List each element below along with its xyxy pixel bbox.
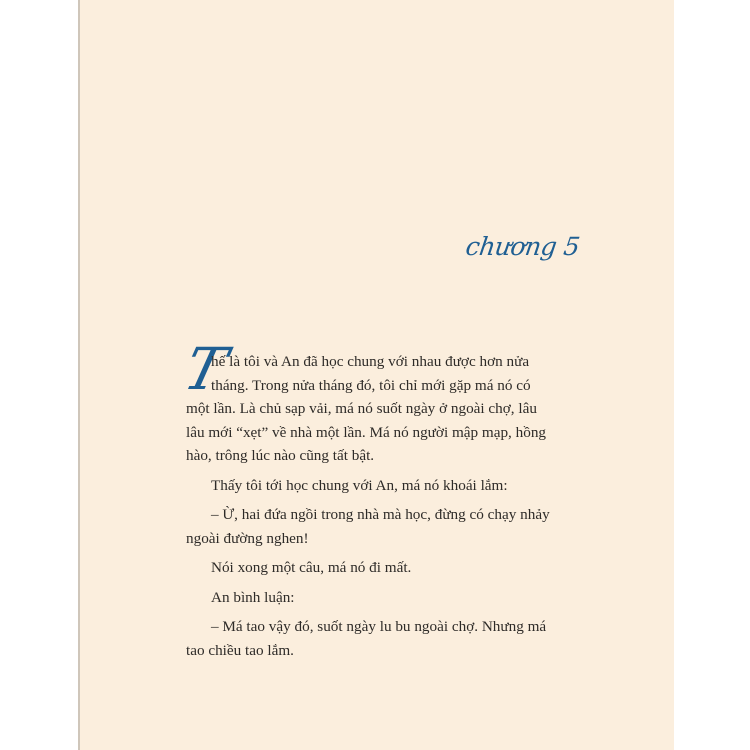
chapter-body xyxy=(186,350,584,668)
paragraph-5: An bình luận: xyxy=(211,588,295,606)
text-line: tao chiều tao lắm. xyxy=(186,641,294,659)
paragraph-3 xyxy=(186,503,584,550)
paragraph-4: Nói xong một câu, má nó đi mất. xyxy=(211,559,412,576)
text-line: hế là tôi và An đã học chung với nhau được hơn nửa xyxy=(211,353,530,370)
text-line: tháng. Trong nửa tháng đó, tôi chỉ mới gặp má nó có xyxy=(211,376,531,394)
text-line: lâu mới “xẹt” về nhà một lần. Má nó người mập mạp, hồng xyxy=(186,423,547,441)
chapter-heading: chương 5 xyxy=(463,232,582,261)
paragraph-2: Thấy tôi tới học chung với An, má nó khoái lắm: xyxy=(211,476,508,494)
drop-cap: T xyxy=(177,335,234,403)
text-line: ngoài đường nghen! xyxy=(186,529,309,547)
paragraph-1 xyxy=(186,350,584,468)
text-line: – Má tao vậy đó, suốt ngày lu bu ngoài chợ. Nhưng má xyxy=(211,618,547,635)
text-line: một lần. Là chủ sạp vải, má nó suốt ngày ở ngoài chợ, lâu xyxy=(186,400,537,417)
text-line: – Ừ, hai đứa ngồi trong nhà mà học, đừng có chạy nhảy xyxy=(211,506,550,523)
text-line: hào, trông lúc nào cũng tất bật. xyxy=(186,447,375,464)
paragraph-6 xyxy=(186,615,584,662)
